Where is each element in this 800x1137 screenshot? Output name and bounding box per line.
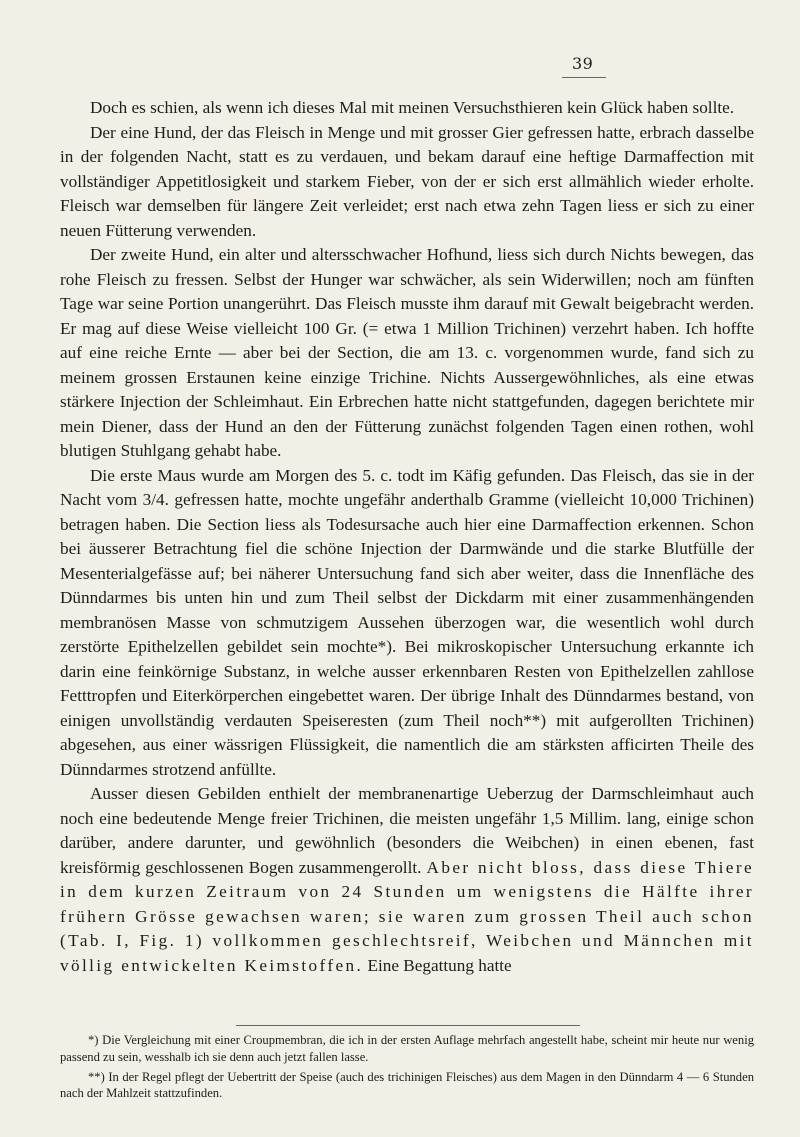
footnotes: [60, 1032, 754, 1105]
paragraph-5: [60, 782, 754, 978]
paragraph-2: Der eine Hund, der das Fleisch in Menge und mit grosser Gier gefressen hatte, erbrach dasselbe in der folgenden Nacht, statt es zu verdauen, und bekam darauf eine heftige Darmaffection mit vollständiger Appetitlosigkeit und starkem Fieber, von der er sich erst allmählich wieder erholte. Fleisch war demselben für längere Zeit verleidet; erst nach etwa zehn Tagen liess er sich zu einer neuen Fütterung verwenden.: [60, 122, 754, 240]
paragraph-5-spaced-emphasis: Aber nicht bloss, dass diese Thiere in dem kurzen Zeitraum von 24 Stunden um wenigstens die Hälfte ihrer frühern Grösse gewachsen waren; sie waren zum grossen Theil auch schon (Tab. I, Fig. 1) vollkommen geschlechtsreif, Weibchen und Männchen mit völlig entwickelten Keimstoffen.: [60, 857, 754, 975]
paragraph-1: Doch es schien, als wenn ich dieses Mal mit meinen Versuchsthieren kein Glück haben sollte.: [90, 98, 735, 117]
page-number-rule: [562, 77, 606, 78]
footnote-2: **) In der Regel pflegt der Uebertritt der Speise (auch des trichinigen Fleisches) aus dem Magen in den Dünndarm 4 — 6 Stunden nach der Mahlzeit stattzufinden.: [60, 1069, 754, 1101]
paragraph-3: Der zweite Hund, ein alter und altersschwacher Hofhund, liess sich durch Nichts bewegen, das rohe Fleisch zu fressen. Selbst der Hunger war schwächer, als sein Widerwillen; noch am fünften Tage war seine Portion unangerührt. Das Fleisch musste ihm darauf mit Gewalt beigebracht werden. Er mag auf diese Weise vielleicht 100 Gr. (= etwa 1 Million Trichinen) verzehrt haben. Ich hoffte auf eine reiche Ernte — aber bei der Section, die am 13. c. vorgenommen wurde, fand sich zu meinem grossen Erstaunen keine einzige Trichine. Nichts Aussergewöhnliches, als eine etwas stärkere Injection der Schleimhaut. Ein Erbrechen hatte nicht stattgefunden, dagegen berichtete mir mein Diener, dass der Hund an den der Fütterung zunächst folgenden Tagen einen rothen, wohl blutigen Stuhlgang gehabt habe.: [60, 245, 754, 460]
paragraph-5-end: Eine Begattung hatte: [363, 955, 512, 975]
body-text: [60, 96, 754, 978]
paragraph-4: Die erste Maus wurde am Morgen des 5. c. todt im Käfig gefunden. Das Fleisch, das sie in der Nacht vom 3/4. gefressen hatte, mochte ungefähr anderthalb Gramme (vielleicht 10,000 Trichinen) betragen haben. Die Section liess als Todesursache auch hier eine Darmaffection erkennen. Schon bei äusserer Betrachtung fiel die schöne Injection der Darmwände und die starke Blutfülle der Mesenterialgefässe auf; bei näherer Untersuchung fand sich aber weiter, dass die Innenfläche des Dünndarmes bis unten hin und zum Theil selbst der Dickdarm mit einer zusammenhängenden membranösen Masse von schmutzigem Aussehen überzogen war, die wesentlich wohl durch zerstörte Epithelzellen gebildet sein mochte*). Bei mikroskopischer Untersuchung erkannte ich darin eine feinkörnige Substanz, in welche ausser erkennbaren Resten von Epithelzellen zahllose Fetttropfen und Eiterkörperchen eingebettet waren. Der übrige Inhalt des Dünndarmes bestand, von einigen unvollständig verdauten Speiseresten (zum Theil noch**) mit aufgerollten Trichinen) abgesehen, aus einer wässrigen Flüssigkeit, die namentlich die am stärksten afficirten Theile des Dünndarmes strotzend anfüllte.: [60, 465, 754, 779]
footnote-1: *) Die Vergleichung mit einer Croupmembran, die ich in der ersten Auflage mehrfach angestellt habe, scheint mir heute nur wenig passend zu sein, wesshalb ich sie denn auch jetzt fallen lasse.: [60, 1033, 754, 1064]
footnote-rule: [236, 1025, 580, 1026]
page-number: 39: [572, 54, 594, 73]
paragraph-5-start: Ausser diesen Gebilden enthielt der membranenartige Ueberzug der Darmschleimhaut auch noch eine bedeutende Menge freier Trichinen, die meisten ungefähr 1,5 Millim. lang, einige schon darüber, andere darunter, und gewöhnlich (besonders die Weibchen) in einen ebenen, fast kreisförmig geschlossenen Bogen zusammengerollt.: [60, 784, 754, 877]
